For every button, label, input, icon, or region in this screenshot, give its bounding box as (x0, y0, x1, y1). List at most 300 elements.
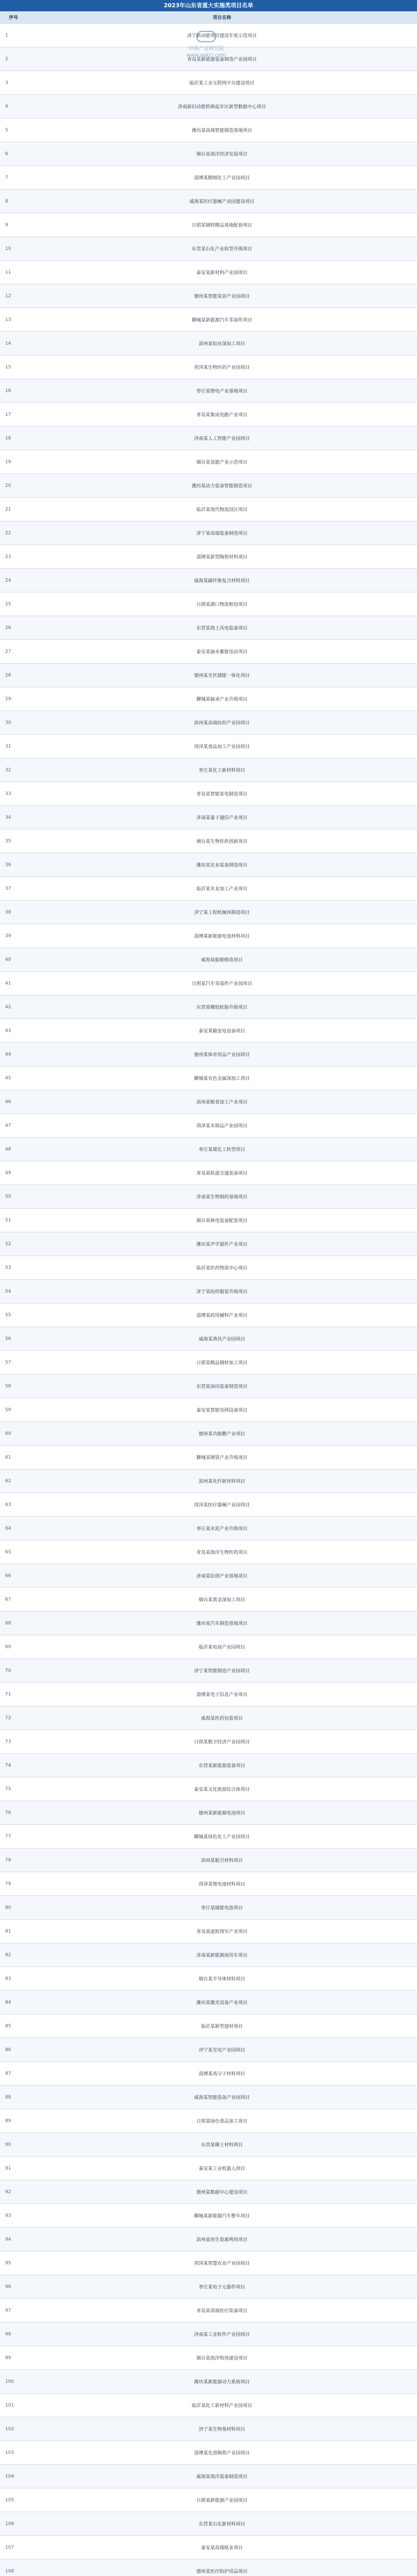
table-row (0, 1303, 417, 1327)
row-number: 5 (0, 118, 27, 142)
table-row (0, 782, 417, 806)
table-row (0, 1256, 417, 1280)
table-row (0, 877, 417, 901)
row-number: 10 (0, 237, 27, 261)
row-number: 72 (0, 1706, 27, 1730)
row-number: 25 (0, 592, 27, 616)
project-name: 青岛某虚拟现实产业项目 (27, 1920, 417, 1943)
table-row (0, 166, 417, 190)
project-name: 威海某智能装备产业园项目 (27, 2086, 417, 2109)
table-row (0, 450, 417, 474)
project-name: 枣庄某化工新材料项目 (27, 758, 417, 782)
project-name: 烟台某黄金深加工项目 (27, 1588, 417, 1612)
row-number: 75 (0, 1777, 27, 1801)
project-name: 日照某绿色食品加工项目 (27, 2109, 417, 2133)
row-number: 62 (0, 1469, 27, 1493)
project-name: 潍坊某汽车制造基地项目 (27, 1612, 417, 1635)
project-name: 淄博某电子信息产业项目 (27, 1683, 417, 1706)
table-row (0, 948, 417, 972)
table-row (0, 995, 417, 1019)
table-row (0, 2133, 417, 2157)
row-number: 2 (0, 47, 27, 71)
row-number: 19 (0, 450, 27, 474)
project-name: 日照某数字经济产业园项目 (27, 1730, 417, 1754)
table-row (0, 924, 417, 948)
project-name: 聊城某有色金属深加工项目 (27, 1066, 417, 1090)
table-row (0, 2536, 417, 2560)
row-number: 89 (0, 2109, 27, 2133)
project-name: 德州某功能糖产业项目 (27, 1422, 417, 1446)
row-number: 58 (0, 1375, 27, 1398)
project-name: 东营某稀土材料项目 (27, 2133, 417, 2157)
project-name: 淄博某精细化工产业园项目 (27, 166, 417, 190)
project-name: 滨州某高端纺织产业园项目 (27, 711, 417, 735)
table-row (0, 474, 417, 498)
row-number: 97 (0, 2299, 27, 2323)
project-name: 威海某医药包装项目 (27, 1706, 417, 1730)
row-number: 42 (0, 995, 27, 1019)
row-number: 46 (0, 1090, 27, 1114)
table-row (0, 355, 417, 379)
table-row (0, 1991, 417, 2014)
row-number: 56 (0, 1327, 27, 1351)
row-number: 41 (0, 972, 27, 995)
table-row (0, 2299, 417, 2323)
row-number: 3 (0, 71, 27, 95)
table-row (0, 403, 417, 427)
table-row (0, 806, 417, 829)
table-row (0, 1825, 417, 1849)
project-name: 枣庄某水泥产业升级项目 (27, 1517, 417, 1540)
project-name: 淄博某高分子材料项目 (27, 2062, 417, 2086)
logo-icon (196, 31, 216, 42)
row-number: 30 (0, 711, 27, 735)
row-number: 39 (0, 924, 27, 948)
table-row (0, 2228, 417, 2251)
row-number: 26 (0, 616, 27, 640)
table-row (0, 2465, 417, 2488)
project-name: 滨州某航空材料项目 (27, 1849, 417, 1872)
project-name: 威海某医疗器械产业园建设项目 (27, 190, 417, 213)
table-row (0, 2512, 417, 2536)
row-number: 78 (0, 1849, 27, 1872)
project-name: 青岛某海洋生物医药项目 (27, 1540, 417, 1564)
table-row (0, 1469, 417, 1493)
table-row (0, 1185, 417, 1209)
table-row (0, 284, 417, 308)
project-name: 日照某汽车零部件产业园项目 (27, 972, 417, 995)
table-row (0, 972, 417, 995)
project-name: 青岛某智能家电制造项目 (27, 782, 417, 806)
project-name: 济南某人工智能产业园项目 (27, 427, 417, 450)
row-number: 33 (0, 782, 27, 806)
row-number: 80 (0, 1896, 27, 1920)
row-number: 17 (0, 403, 27, 427)
row-number: 14 (0, 332, 27, 355)
project-name: 菏泽某锂电池材料项目 (27, 1872, 417, 1896)
table-row (0, 142, 417, 166)
project-name: 济宁某生物基材料项目 (27, 2417, 417, 2441)
project-name: 淄博某药用辅料产业项目 (27, 1303, 417, 1327)
row-number: 57 (0, 1351, 27, 1375)
project-name: 济宁某光电产业园项目 (27, 2038, 417, 2062)
table-row (0, 1612, 417, 1635)
row-number: 98 (0, 2323, 27, 2346)
row-number: 51 (0, 1209, 27, 1232)
row-number: 107 (0, 2536, 27, 2560)
table-row (0, 2204, 417, 2228)
project-name: 东营某橡胶轮胎升级项目 (27, 995, 417, 1019)
project-name: 聊城某新能源汽车零部件项目 (27, 308, 417, 332)
row-number: 88 (0, 2086, 27, 2109)
row-number: 6 (0, 142, 27, 166)
table-row (0, 1872, 417, 1896)
row-number: 7 (0, 166, 27, 190)
table-row (0, 1375, 417, 1398)
table-row (0, 261, 417, 284)
row-number: 54 (0, 1280, 27, 1303)
table-row (0, 687, 417, 711)
project-name: 济南某生物制药基地项目 (27, 1185, 417, 1209)
project-name: 威海某船舶修造项目 (27, 948, 417, 972)
table-row (0, 190, 417, 213)
table-row (0, 1801, 417, 1825)
project-name: 枣庄某电子元器件项目 (27, 2275, 417, 2299)
row-number: 102 (0, 2417, 27, 2441)
row-number: 92 (0, 2180, 27, 2204)
project-name: 枣庄某锂电产业基地项目 (27, 379, 417, 403)
row-number: 63 (0, 1493, 27, 1517)
watermark (129, 31, 283, 59)
row-number: 37 (0, 877, 27, 901)
row-number: 32 (0, 758, 27, 782)
project-name: 济南某信创产业基地项目 (27, 1564, 417, 1588)
project-name: 日照某精品钢材加工项目 (27, 1351, 417, 1375)
table-row (0, 2109, 417, 2133)
table-row (0, 2062, 417, 2086)
project-name: 德州某新能源电池项目 (27, 1801, 417, 1825)
table-row (0, 1540, 417, 1564)
project-name: 潍坊某激光设备产业项目 (27, 1991, 417, 2014)
row-number: 60 (0, 1422, 27, 1446)
row-number: 103 (0, 2441, 27, 2465)
row-number: 21 (0, 498, 27, 521)
project-name: 威海某海洋装备制造项目 (27, 2465, 417, 2488)
table-row (0, 735, 417, 758)
table-row (0, 427, 417, 450)
project-name: 日照某新能源产业园项目 (27, 2488, 417, 2512)
project-name: 青岛某高端医疗装备项目 (27, 2299, 417, 2323)
table-row (0, 711, 417, 735)
project-name: 菏泽某食品加工产业园项目 (27, 735, 417, 758)
row-number: 90 (0, 2133, 27, 2157)
project-name: 滨州某粮食加工产业项目 (27, 1090, 417, 1114)
project-name: 聊城某钢管产业升级项目 (27, 1446, 417, 1469)
table-row (0, 2370, 417, 2394)
project-table (0, 11, 417, 2576)
row-number: 8 (0, 190, 27, 213)
row-number: 99 (0, 2346, 27, 2370)
project-name: 滨州某化纤新材料项目 (27, 1469, 417, 1493)
project-name: 菏泽某医疗器械产业园项目 (27, 1493, 417, 1517)
table-row (0, 118, 417, 142)
table-row (0, 2560, 417, 2576)
project-name: 威海某渔具产业园项目 (27, 1327, 417, 1351)
table-row (0, 1493, 417, 1517)
table-row (0, 1066, 417, 1090)
project-name: 德州某体育用品产业园项目 (27, 1043, 417, 1066)
row-number: 28 (0, 664, 27, 687)
table-row (0, 1849, 417, 1872)
project-name: 临沂某化工新材料产业园项目 (27, 2394, 417, 2417)
row-number: 96 (0, 2275, 27, 2299)
project-name: 德州某光伏储能一体化项目 (27, 664, 417, 687)
project-name: 泰安某输变电设备项目 (27, 1019, 417, 1043)
project-name: 东营某海上风电装备项目 (27, 616, 417, 640)
project-name: 东营某石化新材料项目 (27, 2512, 417, 2536)
project-name: 青岛某集成电路产业项目 (27, 403, 417, 427)
project-name: 济南新旧动能转换起步区新型数据中心项目 (27, 95, 417, 118)
row-number: 87 (0, 2062, 27, 2086)
table-header-row (0, 11, 417, 24)
row-number: 94 (0, 2228, 27, 2251)
project-name: 淄博某新型陶瓷材料项目 (27, 545, 417, 569)
row-number: 43 (0, 1019, 27, 1043)
table-row (0, 1422, 417, 1446)
row-number: 49 (0, 1161, 27, 1185)
project-name: 日照某港口物流枢纽项目 (27, 592, 417, 616)
table-row (0, 1683, 417, 1706)
project-name: 烟台某氢能产业示范项目 (27, 450, 417, 474)
project-name: 潍坊某新能源动力系统项目 (27, 2370, 417, 2394)
table-row (0, 1754, 417, 1777)
project-name: 德州某医疗防护用品项目 (27, 2560, 417, 2576)
table-row (0, 521, 417, 545)
row-number: 84 (0, 1991, 27, 2014)
project-name: 青岛某新能源装备制造产业园项目 (27, 47, 417, 71)
row-number: 16 (0, 379, 27, 403)
header-no: 序号 (0, 11, 27, 24)
row-number: 23 (0, 545, 27, 569)
table-row (0, 2014, 417, 2038)
project-name: 东营某新能源装备项目 (27, 1754, 417, 1777)
table-row (0, 2180, 417, 2204)
row-number: 101 (0, 2394, 27, 2417)
row-number: 77 (0, 1825, 27, 1849)
table-row (0, 616, 417, 640)
table-row (0, 2251, 417, 2275)
project-name: 聊城某绿色化工产业园项目 (27, 1825, 417, 1849)
row-number: 4 (0, 95, 27, 118)
table-row (0, 664, 417, 687)
project-name: 淄博某先进陶瓷产业园项目 (27, 2441, 417, 2465)
row-number: 20 (0, 474, 27, 498)
row-number: 9 (0, 213, 27, 237)
project-name: 东营某石化产业转型升级项目 (27, 237, 417, 261)
table-row (0, 71, 417, 95)
project-name: 临沂某工业互联网平台建设项目 (27, 71, 417, 95)
project-name: 德州某数据中心建设项目 (27, 2180, 417, 2204)
row-number: 1 (0, 24, 27, 47)
table-row (0, 1730, 417, 1754)
table-row (0, 1706, 417, 1730)
project-name: 泰安某文化旅游综合体项目 (27, 1777, 417, 1801)
row-number: 24 (0, 569, 27, 592)
row-number: 70 (0, 1659, 27, 1683)
row-number: 40 (0, 948, 27, 972)
table-row (0, 1232, 417, 1256)
table-row (0, 379, 417, 403)
project-name: 日照某钢铁精品基地配套项目 (27, 213, 417, 237)
row-number: 38 (0, 901, 27, 924)
project-name: 济宁某纺织服装升级项目 (27, 1280, 417, 1303)
table-row (0, 758, 417, 782)
table-row (0, 1777, 417, 1801)
row-number: 61 (0, 1446, 27, 1469)
table-row (0, 1446, 417, 1469)
table-row (0, 213, 417, 237)
table-row (0, 2441, 417, 2465)
row-number: 35 (0, 829, 27, 853)
table-row (0, 332, 417, 355)
row-number: 69 (0, 1635, 27, 1659)
project-name: 潍坊某高端智能制造基地项目 (27, 118, 417, 142)
table-row (0, 1659, 417, 1683)
table-row (0, 237, 417, 261)
page-title: 2023年山东省重大实施类项目名单 (0, 0, 417, 11)
row-number: 95 (0, 2251, 27, 2275)
table-row (0, 640, 417, 664)
row-number: 13 (0, 308, 27, 332)
table-row (0, 569, 417, 592)
row-number: 36 (0, 853, 27, 877)
table-row (0, 1517, 417, 1540)
row-number: 48 (0, 1138, 27, 1161)
table-row (0, 1114, 417, 1138)
project-name: 泰安某智能电网设备项目 (27, 1398, 417, 1422)
table-row (0, 95, 417, 118)
project-name: 济宁某工程机械再制造项目 (27, 901, 417, 924)
row-number: 106 (0, 2512, 27, 2536)
row-number: 52 (0, 1232, 27, 1256)
project-name: 济宁某智能制造产业园项目 (27, 1659, 417, 1683)
project-name: 临沂某木业加工产业项目 (27, 877, 417, 901)
row-number: 81 (0, 1920, 27, 1943)
table-row (0, 592, 417, 616)
project-name: 泰安某抽水蓄能电站项目 (27, 640, 417, 664)
table-row (0, 1019, 417, 1043)
project-name: 烟台某核电装备配套项目 (27, 1209, 417, 1232)
row-number: 27 (0, 640, 27, 664)
row-number: 93 (0, 2204, 27, 2228)
row-number: 53 (0, 1256, 27, 1280)
row-number: 29 (0, 687, 27, 711)
row-number: 100 (0, 2370, 27, 2394)
row-number: 15 (0, 355, 27, 379)
table-row (0, 1635, 417, 1659)
table-row (0, 308, 417, 332)
row-number: 74 (0, 1754, 27, 1777)
table-row (0, 1588, 417, 1612)
table-row (0, 2346, 417, 2370)
table-row (0, 853, 417, 877)
project-name: 烟台某半导体材料项目 (27, 1967, 417, 1991)
table-row (0, 1351, 417, 1375)
table-row (0, 1920, 417, 1943)
row-number: 64 (0, 1517, 27, 1540)
project-name: 枣庄某储能电池项目 (27, 1896, 417, 1920)
row-number: 45 (0, 1066, 27, 1090)
table-row (0, 829, 417, 853)
project-name: 临沂某电商产业园项目 (27, 1635, 417, 1659)
row-number: 11 (0, 261, 27, 284)
project-name: 泰安某新材料产业园项目 (27, 261, 417, 284)
table-row (0, 2157, 417, 2180)
row-number: 55 (0, 1303, 27, 1327)
row-number: 47 (0, 1114, 27, 1138)
table-row (0, 1564, 417, 1588)
row-number: 73 (0, 1730, 27, 1754)
project-name: 枣庄某煤化工转型项目 (27, 1138, 417, 1161)
project-name: 东营某油田装备制造项目 (27, 1375, 417, 1398)
row-number: 82 (0, 1943, 27, 1967)
project-name: 济宁新动能项目建设年度示范项目 (27, 24, 417, 47)
project-name: 临沂某现代物流园区项目 (27, 498, 417, 521)
project-name: 济南某新能源商用车项目 (27, 1943, 417, 1967)
project-name: 菏泽某生物医药产业园项目 (27, 355, 417, 379)
project-name: 滨州某再生资源利用项目 (27, 2228, 417, 2251)
project-name: 德州某智能家居产业园项目 (27, 284, 417, 308)
table-row (0, 1161, 417, 1185)
row-number: 34 (0, 806, 27, 829)
project-name: 聊城某新能源汽车整车项目 (27, 2204, 417, 2228)
project-name: 临沂某医药物流中心项目 (27, 1256, 417, 1280)
table-row (0, 2275, 417, 2299)
project-name: 济宁某高端装备制造项目 (27, 521, 417, 545)
row-number: 108 (0, 2560, 27, 2576)
row-number: 91 (0, 2157, 27, 2180)
watermark-line2: www.askci.com (186, 53, 226, 58)
project-name: 聊城某轴承产业升级项目 (27, 687, 417, 711)
row-number: 44 (0, 1043, 27, 1066)
table-row (0, 1327, 417, 1351)
project-name: 泰安某工业机器人项目 (27, 2157, 417, 2180)
table-row (0, 1943, 417, 1967)
row-number: 22 (0, 521, 27, 545)
row-number: 12 (0, 284, 27, 308)
project-name: 济南某工业软件产业园项目 (27, 2323, 417, 2346)
table-row (0, 2038, 417, 2062)
project-name: 泰安某高端纸业项目 (27, 2536, 417, 2560)
project-name: 潍坊某声学器件产业项目 (27, 1232, 417, 1256)
row-number: 67 (0, 1588, 27, 1612)
table-row (0, 2394, 417, 2417)
project-name: 济南某量子通信产业项目 (27, 806, 417, 829)
project-name: 滨州某铝业深加工项目 (27, 332, 417, 355)
row-number: 83 (0, 1967, 27, 1991)
table-row (0, 1896, 417, 1920)
table-row (0, 901, 417, 924)
row-number: 71 (0, 1683, 27, 1706)
row-number: 79 (0, 1872, 27, 1896)
table-row (0, 1090, 417, 1114)
table-row (0, 2086, 417, 2109)
project-name: 威海某碳纤维复合材料项目 (27, 569, 417, 592)
project-name: 菏泽某智慧农业产业园项目 (27, 2251, 417, 2275)
project-name: 青岛某轨道交通装备项目 (27, 1161, 417, 1185)
row-number: 105 (0, 2488, 27, 2512)
row-number: 86 (0, 2038, 27, 2062)
